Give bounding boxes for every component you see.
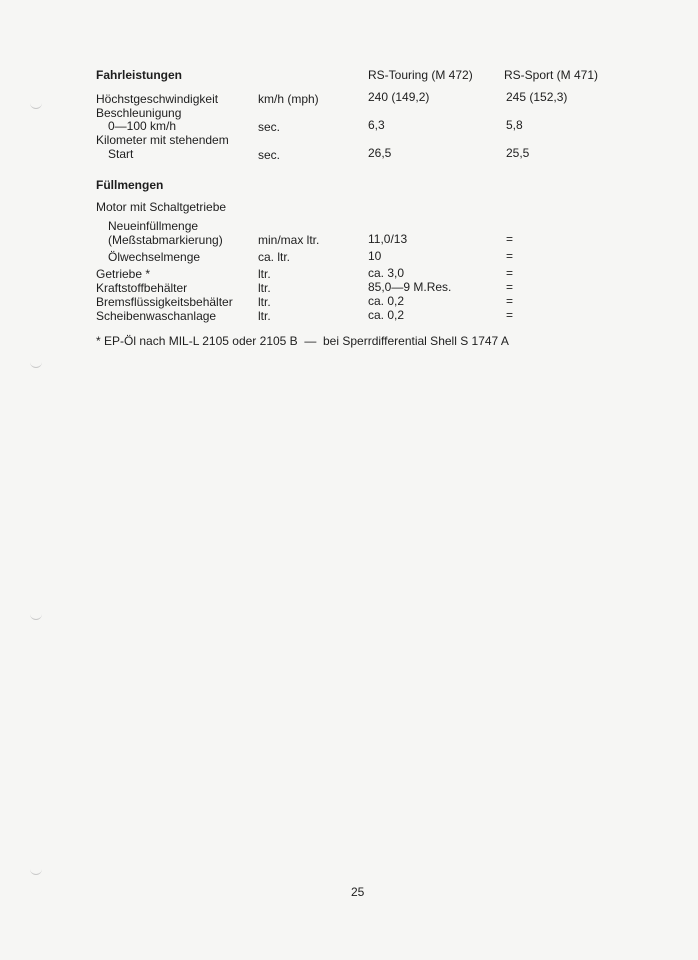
row-value-sport: 5,8 (506, 118, 523, 132)
row-value-sport: = (506, 266, 514, 280)
row-unit: sec. (258, 120, 281, 134)
footnote: * EP-Öl nach MIL-L 2105 oder 2105 B — bei Sperrdifferential Shell S 1747 A (96, 334, 509, 348)
binding-mark (30, 362, 42, 368)
row-value-touring: ca. 0,2 (368, 294, 405, 308)
row-label: 0—100 km/h (108, 119, 177, 133)
row-label: Kilometer mit stehendem (96, 133, 229, 147)
row-value-touring: 10 (368, 249, 382, 263)
row-value-touring: 26,5 (368, 146, 392, 160)
row-label: Bremsflüssigkeitsbehälter (96, 295, 233, 309)
row-label: Scheibenwaschanlage (96, 309, 217, 323)
row-value-sport: = (506, 280, 514, 294)
column-header-touring: RS-Touring (M 472) (368, 68, 473, 82)
row-unit: ltr. (258, 267, 271, 281)
row-label: (Meßstabmarkierung) (108, 233, 223, 247)
row-value-touring: ca. 0,2 (368, 308, 405, 322)
row-label: Kraftstoffbehälter (96, 281, 188, 295)
fluids-group-label: Motor mit Schaltgetriebe (96, 200, 227, 214)
row-unit: ltr. (258, 281, 271, 295)
row-value-sport: 25,5 (506, 146, 530, 160)
row-unit: km/h (mph) (258, 92, 319, 106)
row-value-sport: = (506, 294, 514, 308)
row-label: Ölwechselmenge (108, 250, 201, 264)
row-value-sport: = (506, 308, 514, 322)
binding-mark (30, 614, 42, 620)
page-number: 25 (351, 885, 365, 899)
fluids-heading: Füllmengen (96, 178, 164, 192)
binding-mark (30, 869, 42, 875)
row-unit: min/max ltr. (258, 233, 320, 247)
row-value-touring: 85,0—9 M.Res. (368, 280, 452, 294)
performance-heading: Fahrleistungen (96, 68, 183, 82)
row-value-sport: = (506, 249, 514, 263)
row-label: Getriebe * (96, 267, 151, 281)
binding-mark (30, 103, 42, 109)
row-value-touring: ca. 3,0 (368, 266, 405, 280)
row-value-sport: = (506, 232, 514, 246)
row-label: Höchstgeschwindigkeit (96, 92, 219, 106)
column-header-sport: RS-Sport (M 471) (504, 68, 599, 82)
row-unit: ltr. (258, 295, 271, 309)
row-unit: sec. (258, 148, 281, 162)
row-value-touring: 240 (149,2) (368, 90, 430, 104)
row-unit: ca. ltr. (258, 250, 291, 264)
row-label: Neueinfüllmenge (108, 219, 199, 233)
row-value-sport: 245 (152,3) (506, 90, 568, 104)
row-value-touring: 11,0/13 (368, 232, 408, 246)
row-label: Beschleunigung (96, 106, 182, 120)
row-unit: ltr. (258, 309, 271, 323)
row-value-touring: 6,3 (368, 118, 385, 132)
row-label: Start (108, 147, 134, 161)
